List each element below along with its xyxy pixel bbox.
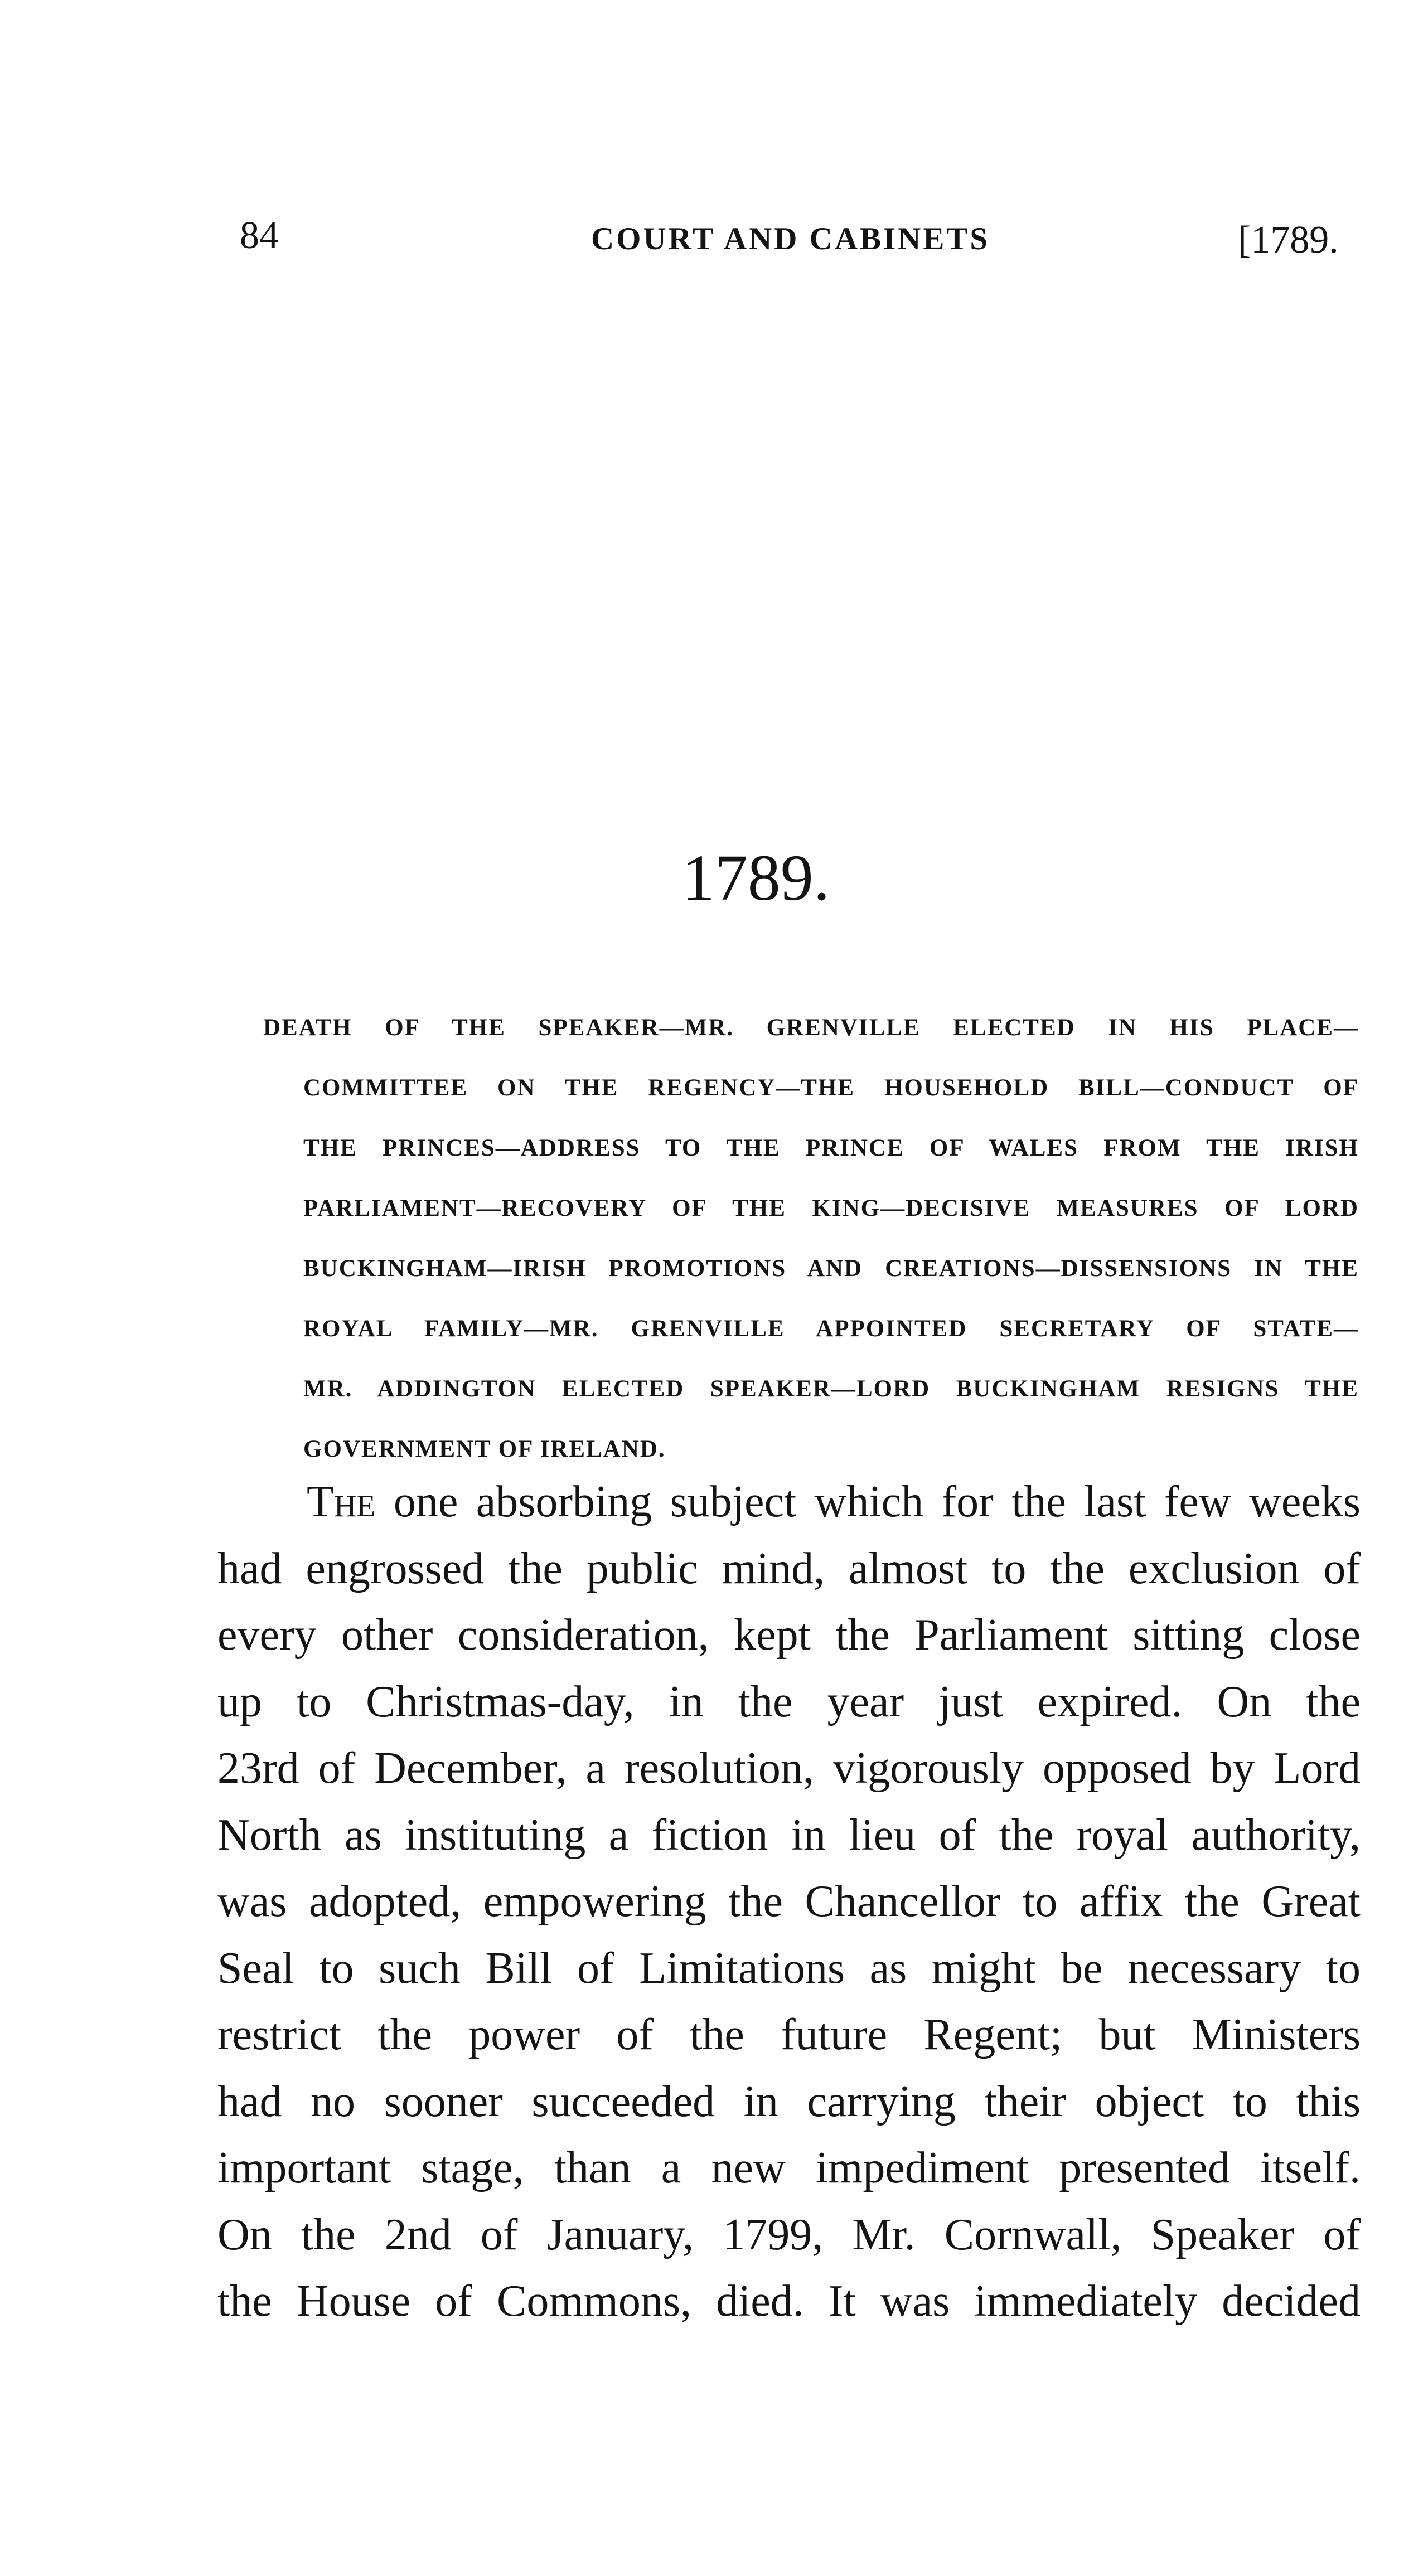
body-line: restrict the power of the future Regent; but Ministers	[217, 2010, 1361, 2059]
summary-line: BUCKINGHAM—IRISH PROMOTIONS AND CREATIONS—DISSENSIONS IN THE	[303, 1255, 1359, 1282]
body-line: had no sooner succeeded in carrying their object to this	[217, 2077, 1361, 2126]
body-line-first	[217, 1469, 1361, 1536]
running-title: COURT AND CABINETS	[591, 221, 990, 256]
summary-line: PARLIAMENT—RECOVERY OF THE KING—DECISIVE MEASURES OF LORD	[303, 1195, 1359, 1221]
summary-line: MR. ADDINGTON ELECTED SPEAKER—LORD BUCKINGHAM RESIGNS THE	[303, 1376, 1359, 1402]
body-line: Seal to such Bill of Limitations as might be necessary to	[217, 1943, 1361, 1993]
body-line: was adopted, empowering the Chancellor to affix the Great	[217, 1877, 1361, 1926]
body-paragraph	[217, 1469, 1361, 2335]
body-line: 23rd of December, a resolution, vigorously opposed by Lord	[217, 1744, 1361, 1793]
body-line: up to Christmas-day, in the year just expired. On the	[217, 1677, 1361, 1726]
summary-line: DEATH OF THE SPEAKER—MR. GRENVILLE ELECTED IN HIS PLACE—	[263, 1015, 1359, 1041]
body-line: On the 2nd of January, 1799, Mr. Cornwall, Speaker of	[217, 2210, 1361, 2259]
page-number: 84	[240, 214, 279, 257]
body-line: important stage, than a new impediment presented itself.	[217, 2143, 1361, 2192]
body-line: every other consideration, kept the Parliament sitting close	[217, 1610, 1361, 1660]
body-line: the House of Commons, died. It was immediately decided	[217, 2277, 1361, 2326]
chapter-summary	[263, 998, 1359, 1479]
chapter-year-heading: 1789.	[681, 841, 830, 914]
body-line: had engrossed the public mind, almost to the exclusion of	[217, 1544, 1361, 1593]
body-line: North as instituting a fiction in lieu of the royal authority,	[217, 1810, 1361, 1860]
summary-line: THE PRINCES—ADDRESS TO THE PRINCE OF WALES FROM THE IRISH	[303, 1135, 1359, 1161]
running-header	[0, 211, 1428, 261]
summary-line: ROYAL FAMILY—MR. GRENVILLE APPOINTED SECRETARY OF STATE—	[303, 1316, 1359, 1342]
summary-line: COMMITTEE ON THE REGENCY—THE HOUSEHOLD BILL—CONDUCT OF	[303, 1075, 1359, 1101]
first-line-rest: one absorbing subject which for the last few weeks	[375, 1477, 1361, 1526]
drop-word: The	[307, 1477, 376, 1526]
running-year: [1789.	[1238, 219, 1339, 261]
summary-line: GOVERNMENT OF IRELAND.	[303, 1436, 666, 1462]
